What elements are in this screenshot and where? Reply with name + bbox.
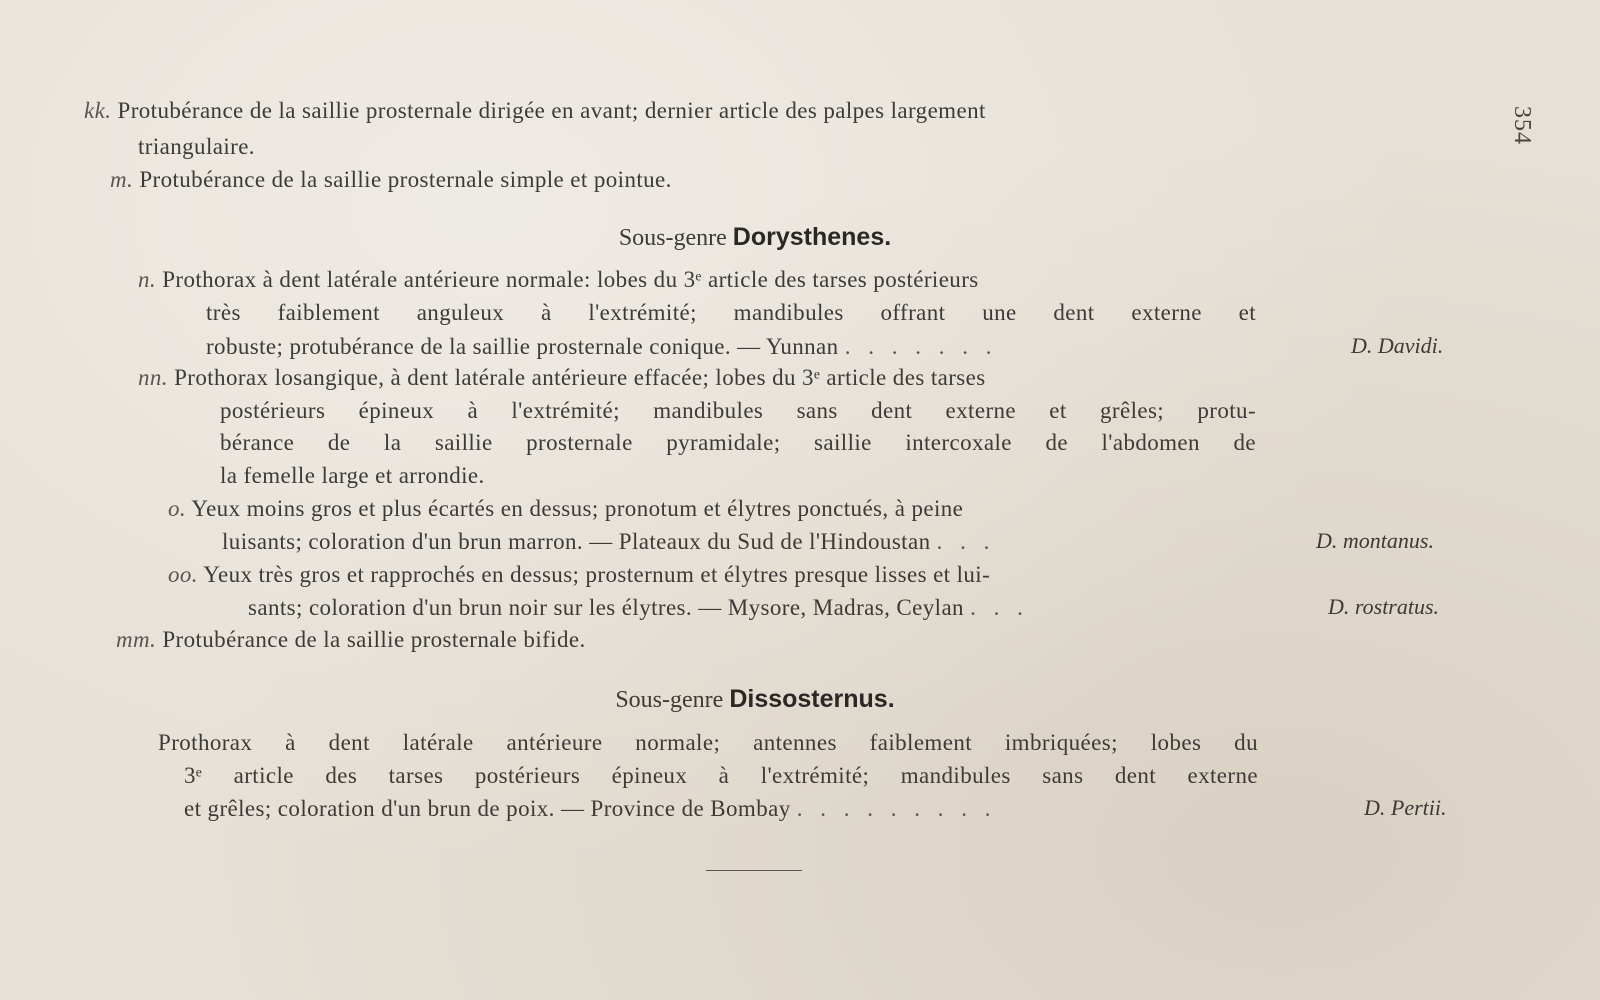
couplet-kk-line-2: triangulaire. <box>138 134 255 159</box>
couplet-text: Prothorax losangique, à dent latérale antérieure effacée; lobes du 3ᵉ article des tarses <box>174 365 986 390</box>
couplet-label: nn. <box>138 365 168 390</box>
couplet-text: Protubérance de la saillie prosternale bifide. <box>162 627 586 652</box>
couplet-label: oo. <box>168 562 198 587</box>
couplet-m <box>110 165 672 195</box>
couplet-label: n. <box>138 267 157 292</box>
dot-leader: . . . . . . . <box>844 334 998 359</box>
dot-leader: . . . . . . . . . <box>796 796 997 821</box>
dissosternus-line-2: 3ᵉ article des tarses postérieurs épineux à l'extrémité; mandibules sans dent externe <box>184 763 1258 788</box>
species-name-montanus: D. montanus. <box>1316 528 1434 553</box>
couplet-label: o. <box>168 496 187 521</box>
couplet-oo-line-1 <box>168 560 990 590</box>
couplet-text: sants; coloration d'un brun noir sur les élytres. — Mysore, Madras, Ceylan <box>248 595 964 620</box>
species-name-rostratus: D. rostratus. <box>1328 594 1440 619</box>
couplet-kk-line-1 <box>84 96 986 126</box>
couplet-text: luisants; coloration d'un brun marron. — Plateaux du Sud de l'Hindoustan <box>222 529 931 554</box>
couplet-text: Yeux très gros et rapprochés en dessus; prosternum et élytres presque lisses et lui- <box>203 562 991 587</box>
couplet-text: Protubérance de la saillie prosternale dirigée en avant; dernier article des palpes largement <box>117 98 986 123</box>
subgenus-prefix: Sous-genre <box>618 225 727 251</box>
dissosternus-text: et grêles; coloration d'un brun de poix. — Province de Bombay <box>184 796 791 821</box>
subgenus-heading-dissosternus <box>0 684 1510 715</box>
species-name-pertii: D. Pertii. <box>1364 795 1447 820</box>
couplet-nn-line-4: la femelle large et arrondie. <box>220 463 485 488</box>
dissosternus-line-1: Prothorax à dent latérale antérieure normale; antennes faiblement imbriquées; lobes du <box>158 730 1258 755</box>
subgenus-name: Dorysthenes. <box>732 223 892 251</box>
subgenus-prefix: Sous-genre <box>615 687 724 713</box>
dissosternus-line-3 <box>184 794 997 824</box>
couplet-text: robuste; protubérance de la saillie prosternale conique. — Yunnan <box>206 334 839 359</box>
couplet-mm <box>116 625 586 655</box>
couplet-nn-line-1 <box>138 363 986 393</box>
couplet-label: mm. <box>116 627 157 652</box>
couplet-text: Yeux moins gros et plus écartés en dessus; pronotum et élytres ponctués, à peine <box>191 496 964 521</box>
couplet-oo-line-2 <box>248 593 1029 623</box>
couplet-o-line-2 <box>222 527 995 557</box>
subgenus-name: Dissosternus. <box>729 685 895 713</box>
couplet-nn-line-3: bérance de la saillie prosternale pyramidale; saillie intercoxale de l'abdomen de <box>220 430 1256 455</box>
couplet-text: Prothorax à dent latérale antérieure normale: lobes du 3ᵉ article des tarses postérieurs <box>162 267 979 292</box>
couplet-o-line-1 <box>168 494 963 524</box>
couplet-n-line-2: très faiblement anguleux à l'extrémité; mandibules offrant une dent externe et <box>206 300 1256 325</box>
dot-leader: . . . <box>970 595 1029 620</box>
couplet-text: Protubérance de la saillie prosternale simple et pointue. <box>139 167 672 192</box>
end-rule <box>706 870 802 871</box>
couplet-label: m. <box>110 167 134 192</box>
couplet-nn-line-2: postérieurs épineux à l'extrémité; mandibules sans dent externe et grêles; protu- <box>220 398 1256 423</box>
page-number: 354 <box>1509 106 1535 145</box>
couplet-n-line-3 <box>206 332 997 362</box>
species-name-davidi: D. Davidi. <box>1351 333 1444 358</box>
subgenus-heading-dorysthenes <box>0 222 1510 253</box>
couplet-label: kk. <box>84 98 112 123</box>
dot-leader: . . . <box>936 529 996 554</box>
couplet-n-line-1 <box>138 265 979 295</box>
